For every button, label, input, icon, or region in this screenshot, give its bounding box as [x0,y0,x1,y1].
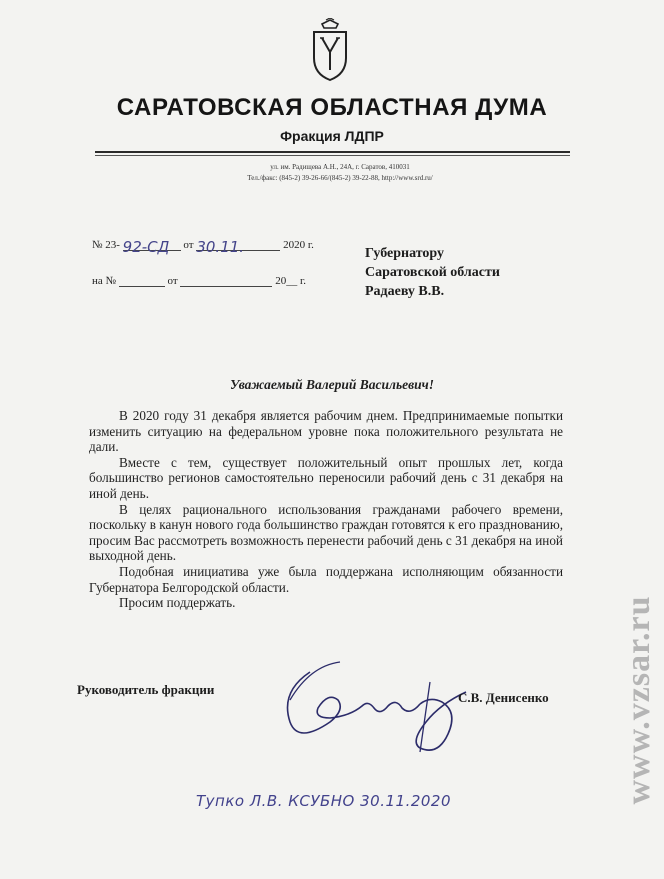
address-block [190,162,490,184]
signatory-name: С.В. Денисенко [458,690,549,705]
org-title: САРАТОВСКАЯ ОБЛАСТНАЯ ДУМА [116,94,548,121]
signatory-title: Руководитель фракции [77,682,215,697]
saratov-coat-of-arms-icon [310,18,350,82]
from-label-2: от [167,275,178,287]
addressee-line: Саратовской области [365,265,500,280]
letter-body [89,408,563,611]
header-divider [95,151,570,153]
header-divider-thin [95,155,570,156]
faction-subtitle: Фракция ЛДПР [280,128,384,144]
addressee-line: Радаеву В.В. [365,284,445,299]
address-line: ул. им. Радищева А.Н., 24А, г. Саратов, 410031 [270,163,410,171]
body-paragraph: В целях рационального использования гражданами рабочего времени, поскольку в канун нового года большинство граждан готовятся к его празднованию, просим Вас рассмотреть возможность перенести рабочий день с 31 декабря на иной выходной день. [89,501,563,564]
addressee-line: Губернатору [365,246,445,261]
body-paragraph: Вместе с тем, существует положительный опыт прошлых лет, когда большинство регионов самостоятельно переносили рабочий день с 31 декабря на иной день. [89,454,563,501]
handwritten-signature [270,652,490,764]
handwritten-date: 30.11. [196,238,245,256]
salutation: Уважаемый Валерий Васильевич! [229,377,435,392]
number-prefix: № 23- [92,239,120,251]
handwritten-number: 92-СД [122,238,170,256]
body-paragraph: Подобная инициатива уже была поддержана исполняющим обязанности Губернатора Белгородской области. [89,563,563,595]
from-label: от [183,239,194,251]
year-label-2: 20__ г. [275,275,306,287]
handwritten-note: Тупко Л.В. КСУБНО 30.11.2020 [196,792,452,810]
watermark-text: www.vzsar.ru [620,595,657,805]
body-paragraph: Просим поддержать. [119,595,236,611]
body-paragraph: В 2020 году 31 декабря является рабочим днем. Предпринимаемые попытки изменить ситуацию на федеральном уровне пока положительного результата не дали. [89,408,563,455]
outgoing-number-line [92,238,314,256]
year-label: 2020 г. [283,239,314,251]
addressee-block [365,244,500,301]
contact-line: Тел./факс: (845-2) 39-26-66/(845-2) 39-22-88, http://www.srd.ru/ [247,174,433,182]
incoming-number-line [92,274,306,287]
site-watermark [620,540,658,860]
incoming-prefix: на № [92,275,117,287]
